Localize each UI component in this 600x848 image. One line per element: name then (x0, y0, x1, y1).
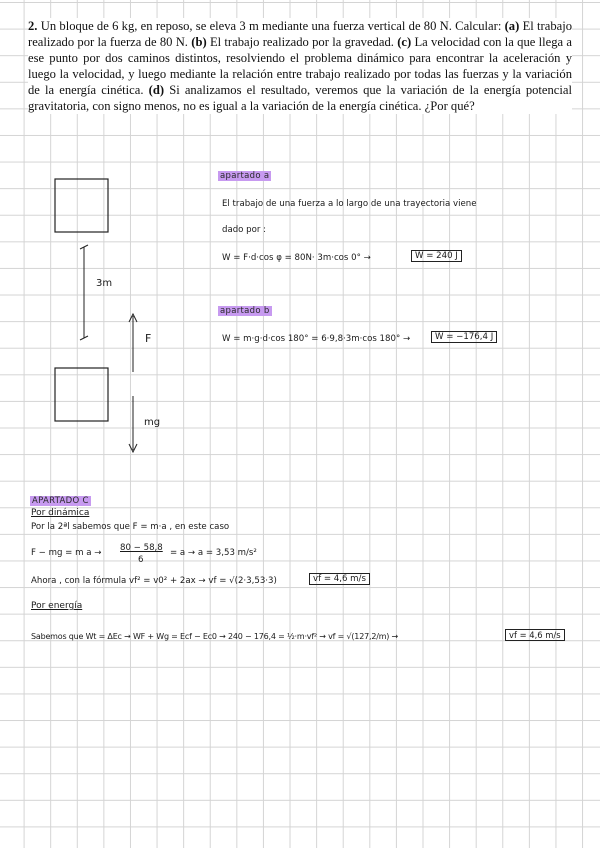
part-a-line1: El trabajo de una fuerza a lo largo de una trayectoria viene (222, 199, 477, 209)
part-c-line1: Por la 2ªl sabemos que F = m·a , en este caso (31, 522, 230, 532)
block-bottom (55, 368, 108, 421)
part-b-formula: W = m·g·d·cos 180° = 6·9,8·3m·cos 180° → (222, 334, 411, 344)
part-a-heading: apartado a (220, 171, 270, 181)
weight-label: mg (144, 417, 161, 428)
part-b-result: W = −176,4 J (431, 331, 497, 343)
part-a-formula: W = F·d·cos φ = 80N· 3m·cos 0° → (222, 253, 371, 263)
part-d-label: (d) (148, 83, 165, 97)
part-c-line2b: = a → a = 3,53 m/s² (170, 548, 257, 558)
part-a-label: (a) (504, 19, 520, 33)
part-a-question: El trabajo realizado por la fuerza de 80 N. (28, 19, 573, 49)
part-c-result-energy: vf = 4,6 m/s (505, 629, 565, 641)
part-c-heading: APARTADO C (32, 496, 89, 506)
problem-intro: Un bloque de 6 kg, en reposo, se eleva 3 m mediante una fuerza vertical de 80 N. Calcular: (40, 19, 502, 33)
block-top (55, 179, 108, 232)
part-c-subheading-energy: Por energía (31, 601, 83, 611)
part-c-line3: Ahora , con la fórmula vf² = v0² + 2ax → vf = √(2·3,53·3) (31, 576, 277, 586)
fraction-numerator: 80 − 58,8 (120, 543, 163, 553)
part-a-result: W = 240 J (411, 250, 462, 262)
part-c-question: La velocidad con la que llega a ese punto por dos caminos distintos, resolviendo el problema dinámico para encontrar la aceleración y luego la velocidad, y luego mediante la relación entre trabajo realizado por todas las fuerzas y la variación de la energía cinética. (28, 35, 572, 97)
part-c-line4: Sabemos que Wt = ΔEc → WF + Wg = Ecf − Ec0 → 240 − 176,4 = ½·m·vf² → vf = √(127,2/m) → (31, 632, 399, 641)
part-b-heading: apartado b (220, 306, 270, 316)
part-a-line2: dado por : (222, 225, 267, 235)
part-d-question: Si analizamos el resultado, veremos que la variación de la energía potencial gravitatoria, con signo menos, no es igual a la variación de la energía cinética. ¿Por qué? (28, 83, 572, 113)
part-c-result-dynamics: vf = 4,6 m/s (309, 573, 370, 585)
fraction-denominator: 6 (138, 555, 144, 565)
part-b-label: (b) (191, 35, 207, 49)
part-c-line2a: F − mg = m a → (31, 548, 102, 558)
part-b-question: El trabajo realizado por la gravedad. (209, 35, 394, 49)
force-label: F (145, 332, 152, 345)
part-c-subheading-dynamics: Por dinámica (31, 508, 90, 518)
part-c-label: (c) (397, 35, 412, 49)
height-label: 3m (96, 278, 113, 289)
problem-number: 2. (28, 19, 38, 33)
